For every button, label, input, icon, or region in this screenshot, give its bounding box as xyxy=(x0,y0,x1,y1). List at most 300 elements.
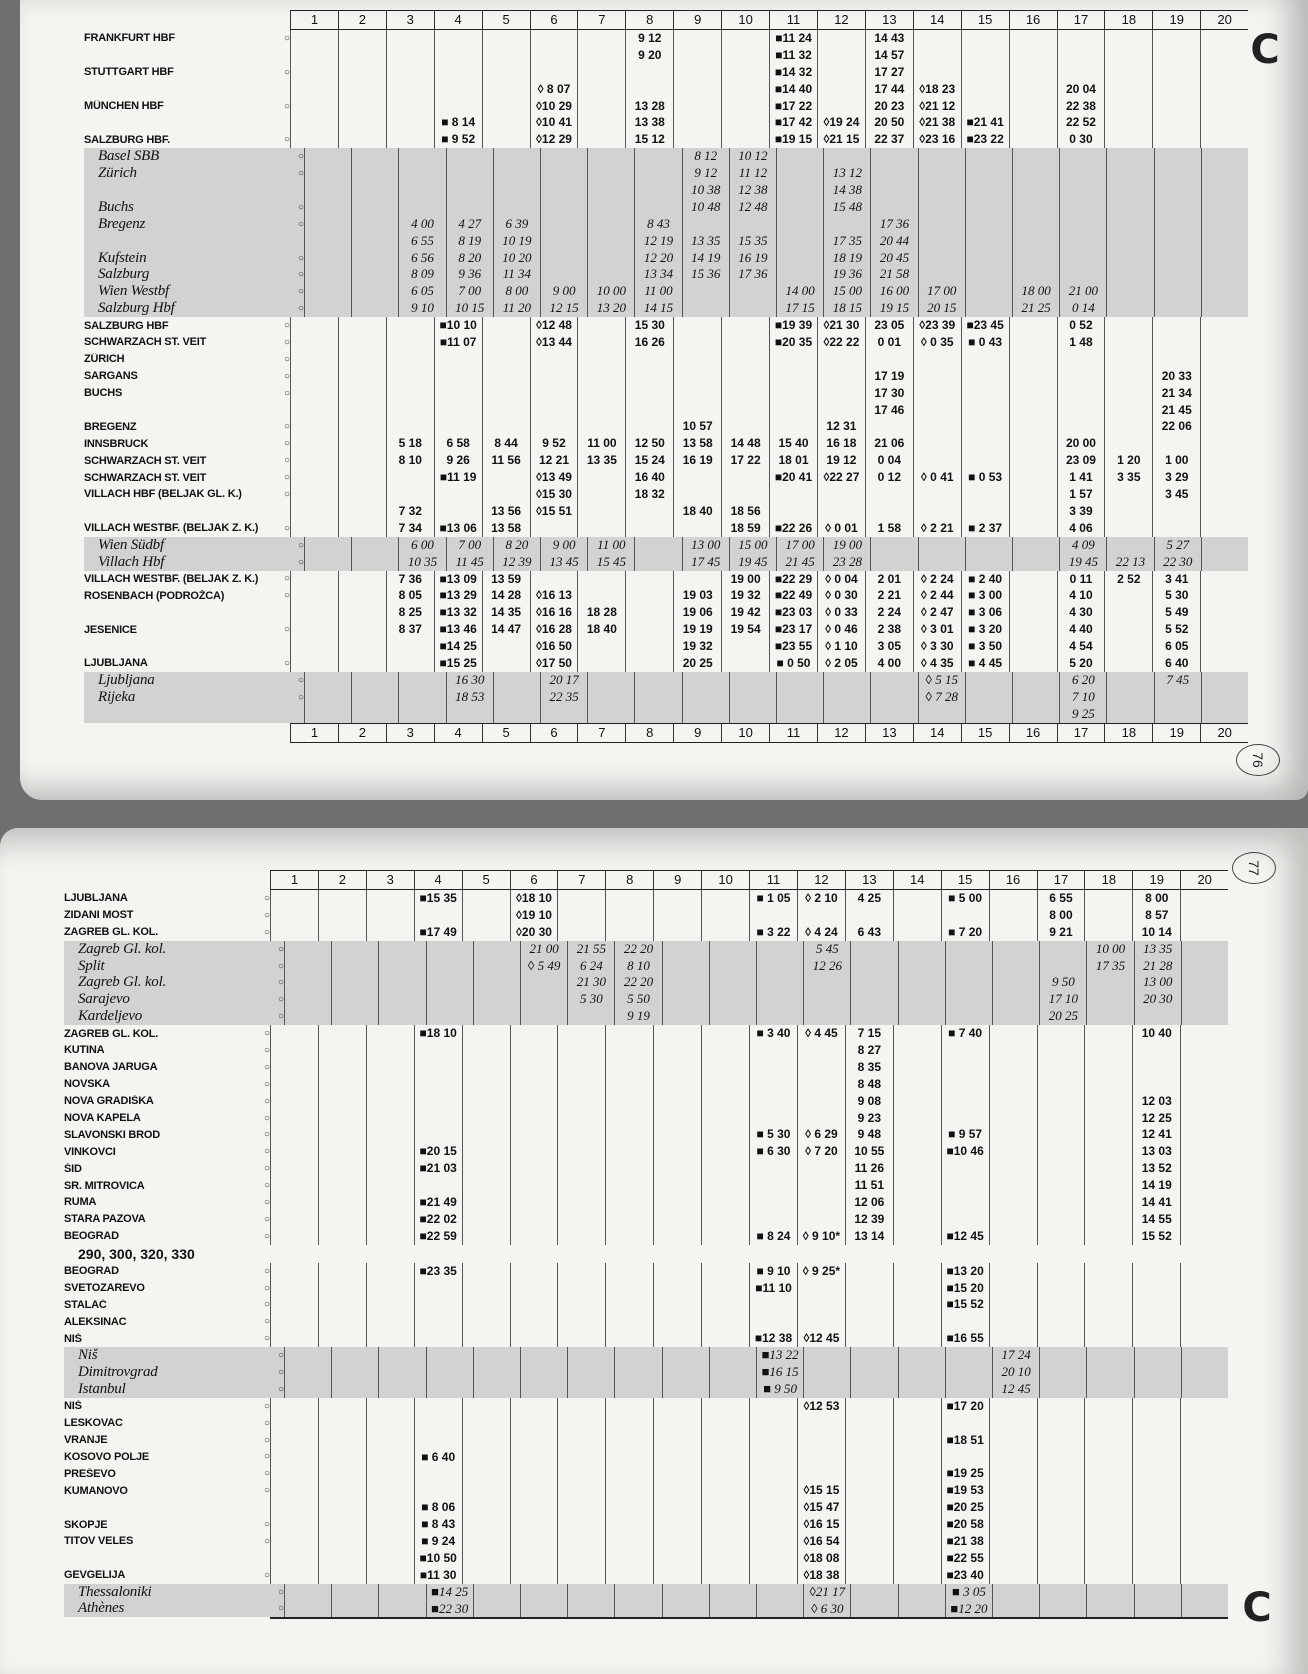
time-cell xyxy=(1152,435,1200,452)
time-cell xyxy=(701,1143,749,1160)
time-cell xyxy=(989,890,1037,907)
time-cell xyxy=(653,924,701,941)
time-cell xyxy=(567,1584,614,1601)
time-cell xyxy=(462,1313,510,1330)
time-cell: 23 05 xyxy=(865,317,913,334)
time-cell xyxy=(482,351,530,368)
time-cell: 10 00 xyxy=(587,283,634,300)
time-cell xyxy=(749,1499,797,1516)
time-cell xyxy=(482,64,530,81)
time-cell xyxy=(318,1482,366,1499)
time-cell xyxy=(845,1533,893,1550)
time-cell xyxy=(913,30,961,47)
time-cell: ■22 55 xyxy=(941,1550,989,1567)
time-cell xyxy=(1152,334,1200,351)
time-cell xyxy=(386,98,434,115)
time-cell: 8 19 xyxy=(446,233,493,250)
time-cell xyxy=(366,1449,414,1466)
time-cell xyxy=(989,1280,1037,1297)
time-cell xyxy=(893,1025,941,1042)
time-cell xyxy=(1009,30,1057,47)
time-cell xyxy=(557,924,605,941)
time-cell xyxy=(989,1449,1037,1466)
time-cell xyxy=(797,1160,845,1177)
time-cell xyxy=(625,64,673,81)
time-cell: ◊ 7 20 xyxy=(797,1143,845,1160)
station-name: Basel SBB xyxy=(98,148,160,165)
time-cell xyxy=(540,148,587,165)
column-numbers-top-bottom xyxy=(290,723,1248,743)
route-separator-label: 290, 300, 320, 330 xyxy=(78,1245,195,1262)
time-cell xyxy=(510,1330,558,1347)
time-cell xyxy=(989,1160,1037,1177)
column-number: 19 xyxy=(1152,724,1200,742)
time-cell xyxy=(482,469,530,486)
time-cell xyxy=(1180,1465,1228,1482)
timetable-row xyxy=(64,1533,1228,1550)
time-cell xyxy=(386,317,434,334)
column-number: 2 xyxy=(318,871,366,889)
time-cell xyxy=(625,571,673,588)
time-cell xyxy=(462,1550,510,1567)
column-number: 3 xyxy=(386,724,434,742)
time-cell xyxy=(701,1211,749,1228)
time-cell xyxy=(918,216,965,233)
time-cell xyxy=(426,1381,473,1398)
time-cell xyxy=(1154,689,1201,706)
time-cell xyxy=(331,1601,378,1618)
time-cell xyxy=(1180,1042,1228,1059)
time-cell: ■ 7 40 xyxy=(941,1025,989,1042)
time-cell xyxy=(318,1516,366,1533)
time-cell: 18 19 xyxy=(823,250,870,267)
station-name: SKOPJE xyxy=(64,1518,108,1531)
time-cell xyxy=(729,283,776,300)
time-cell xyxy=(577,655,625,672)
time-cell xyxy=(709,1364,756,1381)
time-cell xyxy=(989,1059,1037,1076)
station-name: ROSENBACH (PODROŽCA) xyxy=(84,589,225,602)
time-cell xyxy=(510,1093,558,1110)
time-cell xyxy=(1009,503,1057,520)
time-cell xyxy=(577,503,625,520)
station-name: Istanbul xyxy=(78,1380,126,1397)
station-name: LJUBLJANA xyxy=(84,657,148,670)
time-cell: 14 57 xyxy=(865,47,913,64)
time-cell xyxy=(1154,148,1201,165)
timetable-row xyxy=(64,941,1228,958)
time-cell: 15 12 xyxy=(625,131,673,148)
time-cell xyxy=(701,1516,749,1533)
time-cell xyxy=(338,418,386,435)
time-cell xyxy=(1132,1296,1180,1313)
time-cell xyxy=(557,1110,605,1127)
time-cell xyxy=(557,1093,605,1110)
time-cell xyxy=(510,1211,558,1228)
time-cell xyxy=(318,1194,366,1211)
time-cell: ◊12 48 xyxy=(530,317,578,334)
time-cell xyxy=(1152,47,1200,64)
time-cell xyxy=(1106,216,1153,233)
time-cell xyxy=(567,1347,614,1364)
time-cell xyxy=(338,64,386,81)
time-cell xyxy=(701,1465,749,1482)
time-cell: ◊18 10 xyxy=(510,890,558,907)
time-cell xyxy=(898,1347,945,1364)
time-cell xyxy=(587,689,634,706)
time-cell xyxy=(893,1110,941,1127)
time-cell xyxy=(414,1415,462,1432)
column-number: 20 xyxy=(1180,871,1228,889)
row-dot: ○ xyxy=(284,100,291,112)
time-cell xyxy=(1057,47,1105,64)
time-cell xyxy=(270,1228,318,1245)
time-cell: 17 44 xyxy=(865,81,913,98)
time-cell xyxy=(1104,604,1152,621)
time-cell xyxy=(318,1143,366,1160)
time-cell xyxy=(769,418,817,435)
time-cell xyxy=(557,1025,605,1042)
timetable-row xyxy=(84,621,1248,638)
time-cell xyxy=(1009,452,1057,469)
time-cell xyxy=(1180,1550,1228,1567)
time-cell xyxy=(351,250,398,267)
time-cell xyxy=(776,672,823,689)
time-cell xyxy=(1104,435,1152,452)
time-cell xyxy=(462,1093,510,1110)
time-cell xyxy=(366,1415,414,1432)
time-cell: ■13 32 xyxy=(434,604,482,621)
time-cell xyxy=(1201,182,1248,199)
time-cell xyxy=(989,1110,1037,1127)
time-cell xyxy=(510,1143,558,1160)
time-cell xyxy=(398,672,445,689)
time-cell xyxy=(338,47,386,64)
time-cell xyxy=(845,1465,893,1482)
time-cell: ■ 6 40 xyxy=(414,1449,462,1466)
time-cell xyxy=(270,1432,318,1449)
time-cell xyxy=(989,1296,1037,1313)
time-cell: 19 00 xyxy=(721,571,769,588)
time-cell: ◊ 0 01 xyxy=(817,520,865,537)
time-cell: ■21 41 xyxy=(961,114,1009,131)
time-cell xyxy=(776,199,823,216)
time-cell: ■16 55 xyxy=(941,1330,989,1347)
time-cell xyxy=(557,1228,605,1245)
station-name: SCHWARZACH ST. VEIT xyxy=(84,471,207,484)
time-cell: 18 01 xyxy=(769,452,817,469)
time-cell xyxy=(1201,537,1248,554)
time-cell xyxy=(434,503,482,520)
time-cell xyxy=(378,1601,425,1618)
time-cell: 6 24 xyxy=(567,958,614,975)
time-cell xyxy=(462,1042,510,1059)
time-cell xyxy=(870,706,917,723)
time-cell xyxy=(653,1263,701,1280)
time-cell xyxy=(893,1177,941,1194)
time-cell xyxy=(1059,199,1106,216)
time-cell xyxy=(1037,1313,1085,1330)
time-cell xyxy=(587,199,634,216)
time-cell xyxy=(721,114,769,131)
time-cell xyxy=(1200,520,1248,537)
timetable-row xyxy=(64,1042,1228,1059)
time-cell xyxy=(625,503,673,520)
time-cell xyxy=(701,1550,749,1567)
time-cell xyxy=(1104,131,1152,148)
time-cell xyxy=(1152,520,1200,537)
time-cell xyxy=(817,81,865,98)
time-cell xyxy=(653,1177,701,1194)
time-cell xyxy=(625,418,673,435)
time-cell xyxy=(1180,1059,1228,1076)
time-cell: ■10 10 xyxy=(434,317,482,334)
time-cell: ■ 2 40 xyxy=(961,571,1009,588)
station-name: Split xyxy=(78,957,105,974)
time-cell xyxy=(729,689,776,706)
time-cell xyxy=(1132,1263,1180,1280)
time-cell xyxy=(270,1160,318,1177)
time-cell xyxy=(284,1347,331,1364)
time-cell xyxy=(1084,1194,1132,1211)
time-cell xyxy=(510,1449,558,1466)
time-cell xyxy=(1086,1008,1133,1025)
time-cell: ■20 58 xyxy=(941,1516,989,1533)
time-cell xyxy=(721,402,769,419)
time-cell xyxy=(414,1177,462,1194)
time-cell xyxy=(823,148,870,165)
time-cell xyxy=(662,974,709,991)
time-cell xyxy=(577,351,625,368)
timetable-row xyxy=(84,706,1248,723)
time-cell xyxy=(1106,199,1153,216)
time-cell: 6 55 xyxy=(398,233,445,250)
time-cell xyxy=(769,368,817,385)
time-cell: 1 00 xyxy=(1152,452,1200,469)
time-cell xyxy=(338,385,386,402)
time-cell: 17 46 xyxy=(865,402,913,419)
time-cell xyxy=(721,486,769,503)
time-cell xyxy=(1152,503,1200,520)
time-cell xyxy=(965,199,1012,216)
time-cell xyxy=(304,300,351,317)
time-cell xyxy=(366,1567,414,1584)
time-cell: 16 18 xyxy=(817,435,865,452)
timetable-row xyxy=(64,1567,1228,1584)
time-cell xyxy=(426,1347,473,1364)
time-cell xyxy=(1084,1211,1132,1228)
time-cell: ◊ 9 10* xyxy=(797,1228,845,1245)
time-cell xyxy=(701,1415,749,1432)
timetable-row xyxy=(84,114,1248,131)
time-cell xyxy=(331,1347,378,1364)
time-cell xyxy=(721,469,769,486)
time-cell xyxy=(605,1296,653,1313)
time-cell xyxy=(426,958,473,975)
time-cell xyxy=(817,368,865,385)
timetable-row xyxy=(64,1263,1228,1280)
time-cell: ■13 20 xyxy=(941,1263,989,1280)
time-cell xyxy=(992,958,1039,975)
time-cell xyxy=(338,503,386,520)
station-name: SALZBURG HBF. xyxy=(84,133,171,146)
time-cell xyxy=(893,1263,941,1280)
time-cell xyxy=(870,554,917,571)
time-cell xyxy=(577,520,625,537)
timetable-row xyxy=(84,418,1248,435)
time-cell: 19 00 xyxy=(823,537,870,554)
time-cell xyxy=(721,418,769,435)
time-cell xyxy=(386,30,434,47)
time-cell: 9 48 xyxy=(845,1126,893,1143)
time-cell: 11 45 xyxy=(446,554,493,571)
time-cell xyxy=(510,1059,558,1076)
time-cell: 22 37 xyxy=(865,131,913,148)
time-cell xyxy=(270,1076,318,1093)
time-cell xyxy=(625,520,673,537)
time-cell xyxy=(701,1449,749,1466)
row-dot: ○ xyxy=(298,269,305,281)
time-cell: 21 06 xyxy=(865,435,913,452)
time-cell xyxy=(682,672,729,689)
time-cell xyxy=(366,907,414,924)
time-cell xyxy=(1104,30,1152,47)
section-c-icon-bottom: C xyxy=(1242,1585,1272,1631)
time-cell xyxy=(473,1601,520,1618)
time-cell xyxy=(870,672,917,689)
time-cell xyxy=(446,199,493,216)
time-cell xyxy=(1180,1025,1228,1042)
time-cell xyxy=(1200,317,1248,334)
time-cell xyxy=(1180,1076,1228,1093)
time-cell xyxy=(729,706,776,723)
time-cell xyxy=(414,1465,462,1482)
time-cell xyxy=(520,1008,567,1025)
station-name: Kardeljevo xyxy=(78,1008,143,1025)
time-cell xyxy=(605,1143,653,1160)
time-cell xyxy=(898,1381,945,1398)
time-cell xyxy=(913,452,961,469)
time-cell: 14 43 xyxy=(865,30,913,47)
time-cell: ■ 9 10 xyxy=(749,1263,797,1280)
time-cell xyxy=(304,165,351,182)
time-cell xyxy=(776,250,823,267)
column-number: 16 xyxy=(1009,724,1057,742)
time-cell xyxy=(913,418,961,435)
time-cell xyxy=(378,974,425,991)
time-cell xyxy=(865,351,913,368)
time-cell: 5 50 xyxy=(614,991,661,1008)
time-cell: 13 38 xyxy=(625,114,673,131)
time-cell: 6 55 xyxy=(1037,890,1085,907)
time-cell xyxy=(510,1415,558,1432)
time-cell xyxy=(557,1567,605,1584)
station-name: SVETOZAREVO xyxy=(64,1282,145,1295)
time-cell xyxy=(366,1059,414,1076)
timetable-row xyxy=(64,1516,1228,1533)
time-cell xyxy=(625,638,673,655)
time-cell xyxy=(557,907,605,924)
time-cell xyxy=(701,1432,749,1449)
time-cell: ■13 46 xyxy=(434,621,482,638)
timetable-row xyxy=(84,148,1248,165)
time-cell xyxy=(653,1160,701,1177)
time-cell xyxy=(729,300,776,317)
time-cell: ■22 30 xyxy=(426,1601,473,1618)
row-dot: ○ xyxy=(264,892,271,904)
time-cell xyxy=(1181,1347,1228,1364)
time-cell xyxy=(605,1280,653,1297)
timetable-row xyxy=(64,924,1228,941)
time-cell xyxy=(1086,974,1133,991)
time-cell: 8 20 xyxy=(446,250,493,267)
time-cell xyxy=(366,1160,414,1177)
time-cell: 10 40 xyxy=(1132,1025,1180,1042)
time-cell: 10 48 xyxy=(682,199,729,216)
timetable-row xyxy=(64,1008,1228,1025)
time-cell xyxy=(1106,537,1153,554)
time-cell xyxy=(945,991,992,1008)
time-cell xyxy=(729,672,776,689)
time-cell xyxy=(1180,1211,1228,1228)
time-cell: 9 12 xyxy=(682,165,729,182)
time-cell xyxy=(1132,1533,1180,1550)
time-cell xyxy=(1201,672,1248,689)
time-cell xyxy=(1039,958,1086,975)
time-cell: ◊13 49 xyxy=(530,469,578,486)
row-dot: ○ xyxy=(264,1434,271,1446)
timetable-row xyxy=(64,1093,1228,1110)
time-cell xyxy=(605,1313,653,1330)
time-cell: 13 58 xyxy=(673,435,721,452)
time-cell xyxy=(1086,1347,1133,1364)
time-cell: ◊18 08 xyxy=(797,1550,845,1567)
time-cell: 10 57 xyxy=(673,418,721,435)
time-cell xyxy=(653,1042,701,1059)
time-cell xyxy=(351,689,398,706)
time-cell: 4 30 xyxy=(1057,604,1105,621)
row-dot: ○ xyxy=(298,201,305,213)
time-cell: ◊ 5 15 xyxy=(918,672,965,689)
time-cell xyxy=(270,1415,318,1432)
time-cell xyxy=(338,317,386,334)
time-cell: 22 20 xyxy=(614,941,661,958)
station-name: Niš xyxy=(78,1347,98,1364)
time-cell: 12 39 xyxy=(493,554,540,571)
time-cell xyxy=(462,924,510,941)
time-cell: 19 12 xyxy=(817,452,865,469)
time-cell xyxy=(662,1364,709,1381)
time-cell xyxy=(270,1143,318,1160)
column-number: 7 xyxy=(577,724,625,742)
time-cell xyxy=(1084,1143,1132,1160)
time-cell xyxy=(850,1601,897,1618)
time-cell xyxy=(1037,1550,1085,1567)
time-cell: 8 00 xyxy=(1132,890,1180,907)
time-cell: ◊20 30 xyxy=(510,924,558,941)
time-cell xyxy=(338,655,386,672)
time-cell xyxy=(1059,266,1106,283)
time-cell: 9 36 xyxy=(446,266,493,283)
time-cell xyxy=(673,98,721,115)
time-cell: 10 20 xyxy=(493,250,540,267)
time-cell: ◊ 0 41 xyxy=(913,469,961,486)
time-cell xyxy=(1104,351,1152,368)
time-cell xyxy=(577,385,625,402)
time-cell: 17 45 xyxy=(682,554,729,571)
time-cell xyxy=(1181,991,1228,1008)
time-cell xyxy=(653,1567,701,1584)
